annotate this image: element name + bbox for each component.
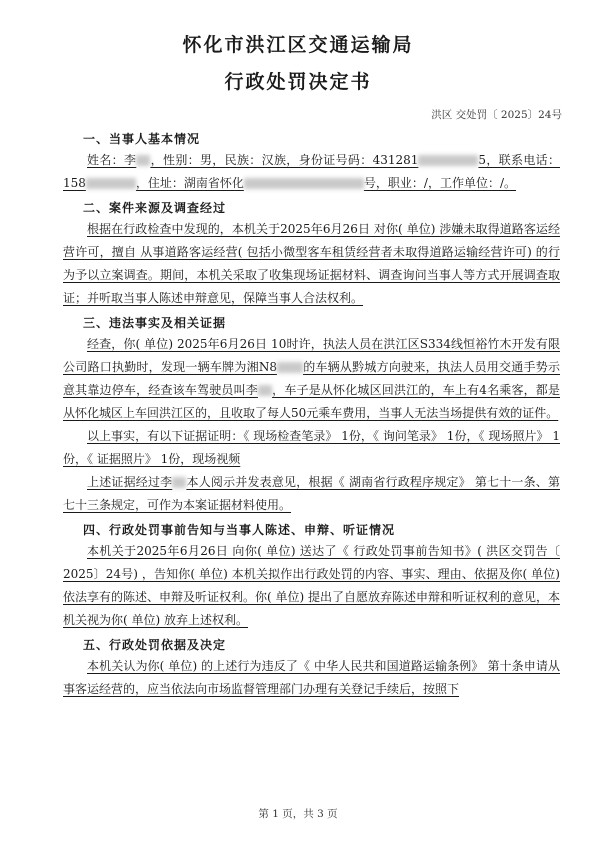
notification-paragraph: 本机关于2025年6月26日 向你( 单位) 送达了《 行政处罚事前告知书》( 洪区交罚告〔 2025〕24号) ，告知你( 单位) 本机关拟作出行政处罚的内容、事实、理由、依据及你( 单位) 依法享有的陈述、申辩及听证权利。你( 单位) 提出了自愿放弃陈述申辩和听证权利的意见，本机关视为你( 单位) 放弃上述权利。 <box>63 544 560 627</box>
section-heading-facts: 三、违法事实及相关证据 <box>83 316 227 330</box>
redaction <box>172 477 186 488</box>
evidence-validation-paragraph: 上述证据经过李 本人阅示并发表意见，根据《 湖南省行政程序规定》 第七十一条、第七十三条规定，可作为本案证据材料使用。 <box>63 475 560 512</box>
section-heading-notification: 四、行政处罚事前告知与当事人陈述、申辩、听证情况 <box>83 523 396 537</box>
redaction <box>86 178 136 189</box>
redaction <box>277 362 303 373</box>
redaction <box>258 385 272 396</box>
party-info-paragraph: 姓名：李 ，性别：男，民族：汉族，身份证号码：431281 5，联系电话：158 ，住址：湖南省怀化 号，职业：/，工作单位：/。 <box>63 153 560 190</box>
page-number: 第 1 页，共 3 页 <box>258 808 338 820</box>
basis-decision-paragraph: 本机关认为你( 单位) 的上述行为违反了《 中华人民共和国道路运输条例》 第十条申请从事客运经营的，应当依法向市场监督管理部门办理有关登记手续后，按照下 <box>63 659 560 696</box>
evidence-paragraph: 以上事实，有以下证据证明：《 现场检查笔录》 1份，《 询问笔录》 1份，《 现场照片》 1份，《 证据照片》 1份，现场视频 <box>63 429 560 466</box>
section-heading-case-source: 二、案件来源及调查经过 <box>83 201 227 215</box>
section-heading-party-info: 一、当事人基本情况 <box>83 132 201 146</box>
facts-paragraph: 经查，你( 单位) 2025年6月26日 10时许，执法人员在洪江区S334线恒裕竹木开发有限公司路口执勤时，发现一辆车牌为湘N8 的车辆从黔城方向驶来，执法人员用交通手势示意其靠边停车，经查该车驾驶员叫李 ，车子是从怀化城区回洪江的，车上有4名乘客，都是从怀化城区上车回洪江区的，且收取了每人50元乘车费用，当事人无法当场提供有效的证件。 <box>63 337 560 420</box>
document-body <box>63 126 560 701</box>
section-heading-basis-decision: 五、行政处罚依据及决定 <box>83 638 227 652</box>
redaction <box>418 155 478 166</box>
document-title: 行政处罚决定书 <box>224 71 372 93</box>
redaction <box>136 155 150 166</box>
document-number: 洪区 交处罚〔 2025〕24号 <box>431 109 562 121</box>
case-source-paragraph: 根据在行政检查中发现的，本机关于2025年6月26日 对你( 单位) 涉嫌未取得道路客运经营许可，擅自 从事道路客运经营( 包括小微型客车租赁经营者未取得道路运输经营许可) 的行为予以立案调查。期间，本机关采取了收集现场证据材料、调查询问当事人等方式开展调查取证；并听取当事人陈述申辩意见，保障当事人合法权利。 <box>63 222 560 305</box>
redaction <box>244 178 364 189</box>
agency-title: 怀化市洪江区交通运输局 <box>182 34 414 56</box>
